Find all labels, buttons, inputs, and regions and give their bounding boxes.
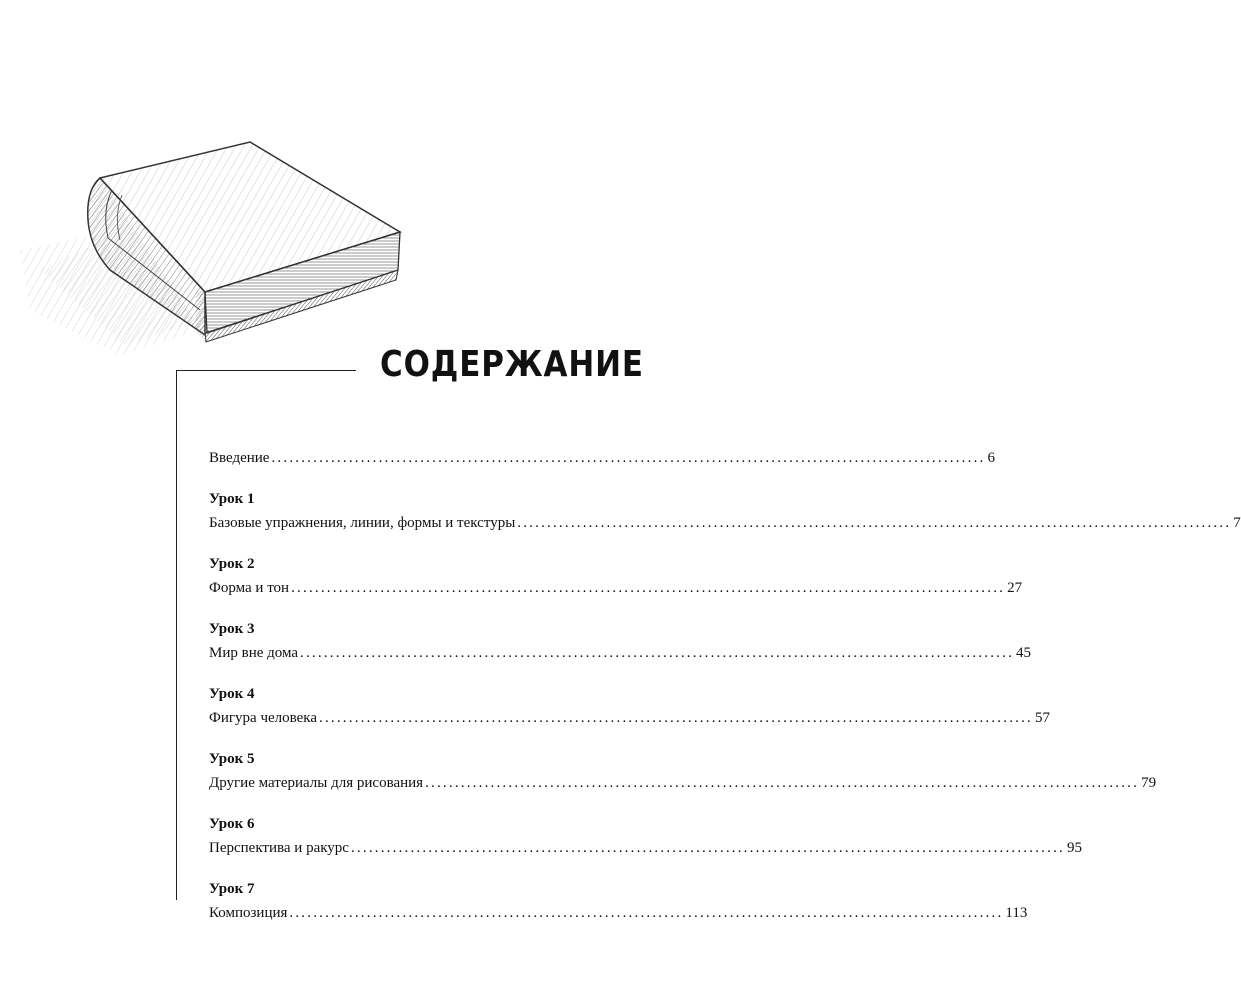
toc-page-number: 79 bbox=[1141, 775, 1157, 791]
leader-dots: ........................................................................................................................ bbox=[425, 775, 1140, 791]
toc-line bbox=[209, 578, 1023, 598]
toc-entry-title: Фигура человека bbox=[209, 710, 317, 726]
toc-entry-title: Другие материалы для рисования bbox=[209, 775, 424, 791]
leader-dots: ........................................................................................................................ bbox=[517, 515, 1232, 531]
toc-entry-lesson-1 bbox=[209, 489, 1241, 533]
toc-entry-title: Перспектива и ракурс bbox=[209, 840, 349, 856]
page-title: СОДЕРЖАНИЕ bbox=[380, 344, 644, 385]
lesson-label: Урок 2 bbox=[209, 556, 255, 572]
leader-dots: ........................................................................................................................ bbox=[271, 450, 986, 466]
toc-line bbox=[209, 838, 1082, 858]
toc-line bbox=[209, 513, 1241, 533]
toc-entry-title: Композиция bbox=[209, 905, 288, 921]
toc-entry-lesson-3 bbox=[209, 619, 1032, 663]
leader-dots: ........................................................................................................................ bbox=[350, 840, 1065, 856]
toc-line bbox=[209, 708, 1050, 728]
toc-page-number: 45 bbox=[1016, 645, 1032, 661]
toc-entry-lesson-5 bbox=[209, 749, 1157, 793]
toc-entry-title: Базовые упражнения, линии, формы и текстуры bbox=[209, 515, 516, 531]
toc-page-number: 7 bbox=[1233, 515, 1241, 531]
toc-entry-title: Введение bbox=[209, 450, 270, 466]
leader-dots: ........................................................................................................................ bbox=[319, 710, 1033, 726]
toc-entry-title: Мир вне дома bbox=[209, 645, 299, 661]
toc-page-number: 57 bbox=[1035, 710, 1050, 726]
toc-entry-intro bbox=[209, 448, 995, 468]
frame-left-rule bbox=[176, 370, 177, 900]
toc-line bbox=[209, 903, 1028, 923]
lesson-label: Урок 7 bbox=[209, 881, 255, 897]
toc-page-number: 6 bbox=[987, 450, 995, 466]
lesson-label: Урок 3 bbox=[209, 621, 255, 637]
leader-dots: ........................................................................................................................ bbox=[291, 580, 1006, 596]
toc-page-number: 113 bbox=[1005, 905, 1028, 921]
frame-top-rule bbox=[176, 370, 356, 371]
toc-entry-lesson-6 bbox=[209, 814, 1082, 858]
toc-entry-lesson-7 bbox=[209, 879, 1028, 923]
toc-line bbox=[209, 643, 1032, 663]
toc-entry-lesson-2 bbox=[209, 554, 1023, 598]
leader-dots: ........................................................................................................................ bbox=[300, 645, 1015, 661]
toc-entry-lesson-4 bbox=[209, 684, 1050, 728]
lesson-label: Урок 1 bbox=[209, 491, 255, 507]
toc-entry-title: Форма и тон bbox=[209, 580, 290, 596]
lesson-label: Урок 4 bbox=[209, 686, 255, 702]
toc-line bbox=[209, 773, 1157, 793]
leader-dots: ........................................................................................................................ bbox=[289, 905, 1004, 921]
book-sketch-illustration bbox=[0, 120, 430, 370]
toc-page-number: 95 bbox=[1066, 840, 1082, 856]
toc-page-number: 27 bbox=[1007, 580, 1023, 596]
lesson-label: Урок 5 bbox=[209, 751, 255, 767]
table-of-contents bbox=[209, 448, 1241, 944]
lesson-label: Урок 6 bbox=[209, 816, 255, 832]
toc-line bbox=[209, 448, 995, 468]
